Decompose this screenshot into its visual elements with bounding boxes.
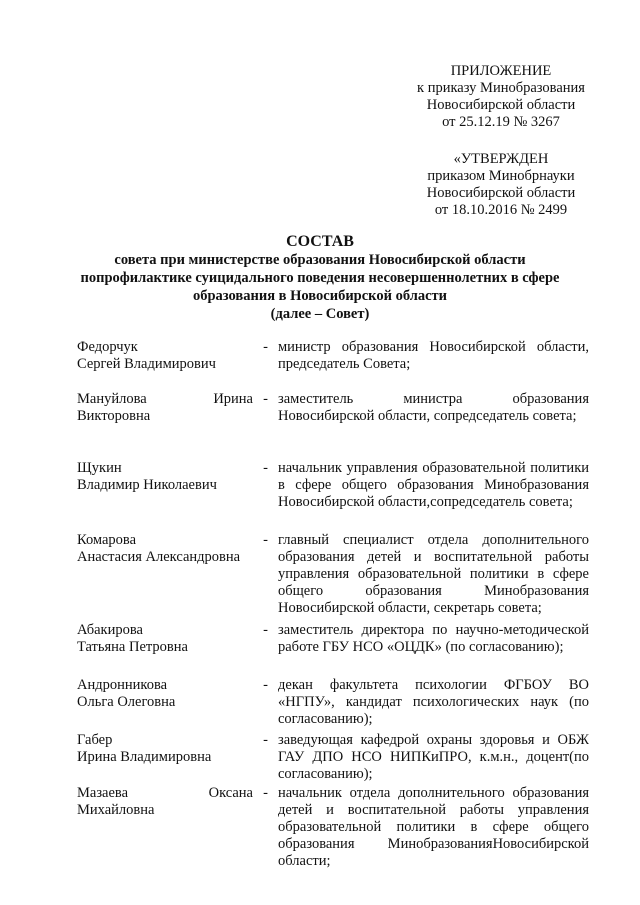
appendix-label: ПРИЛОЖЕНИЕ [450,63,552,79]
member-given-names: Сергей Владимирович [77,356,216,372]
member-row [77,460,589,532]
title-line-1: совета при министерстве образования Новосибирской области [114,252,526,268]
appendix-region: Новосибирской области [426,97,576,113]
separator-dash: - [263,460,268,476]
member-patronymic: Викторовна [77,408,151,424]
member-surname: Комарова [77,532,137,548]
member-surname: Андронникова [77,677,168,693]
member-patronymic: Михайловна [77,802,155,818]
title-line-4: (далее – Совет) [270,306,370,322]
members-list [77,339,589,875]
member-role: министр образования Новосибирской области, председатель Совета; [278,339,589,372]
member-given-names: Татьяна Петровна [77,639,188,655]
separator-dash: - [263,391,268,407]
member-role: заместитель министра образования Новосибирской области, сопредседатель совета; [278,391,589,424]
member-name [77,339,253,391]
member-surname: Габер [77,732,113,748]
member-row [77,622,589,677]
separator-dash: - [263,532,268,548]
appendix-date-number: от 25.12.19 № 3267 [442,114,560,130]
member-first-name: Оксана [208,785,253,801]
member-surname: Абакирова [77,622,143,638]
member-role: начальник управления образовательной политики в сфере общего образования Минобразования Новосибирской области,сопредседатель совета; [278,460,589,510]
member-name [77,785,253,875]
member-role: начальник отдела дополнительного образования детей и воспитательной работы управления образовательной политики в сфере общего образования МинобразованияНовосибирской области; [278,785,589,869]
member-role: декан факультета психологии ФГБОУ ВО «НГПУ», кандидат психологических наук (по согласованию); [278,677,589,727]
member-given-names: Владимир Николаевич [77,477,217,493]
approved-date-number: от 18.10.2016 № 2499 [434,202,568,218]
member-surname: Щукин [77,460,122,476]
approved-label: «УТВЕРЖДЕН [453,151,549,167]
member-name [77,391,253,460]
appendix-stamp [390,63,612,131]
approved-region: Новосибирской области [426,185,576,201]
title-line-3: образования в Новосибирской области [192,288,448,304]
member-row [77,785,589,875]
title-line-2: попрофилактике суицидального поведения несовершеннолетних в сфере [80,270,560,286]
appendix-order-ref: к приказу Минобразования [417,80,585,96]
member-role: заместитель директора по научно-методической работе ГБУ НСО «ОЦДК» (по согласованию); [278,622,589,655]
member-name [77,460,253,532]
member-name [77,732,253,785]
member-row [77,732,589,785]
member-surname: Мануйлова [77,391,147,407]
approved-stamp [390,151,612,219]
separator-dash: - [263,785,268,801]
member-given-names: Ирина Владимировна [77,749,212,765]
separator-dash: - [263,339,268,355]
document-title [70,233,570,323]
member-row [77,391,589,460]
member-role: главный специалист отдела дополнительного образования детей и воспитательной работы управления образовательной политики в сфере общего образования Минобразования Новосибирской области, секретарь совета; [278,532,589,616]
member-name [77,532,253,622]
member-name [77,622,253,677]
approved-order-ref: приказом Минобрнауки [427,168,575,184]
member-name [77,677,253,732]
member-given-names: Анастасия Александровна [77,549,241,565]
member-surname: Федорчук [77,339,138,355]
member-row [77,339,589,391]
member-row [77,532,589,622]
separator-dash: - [263,622,268,638]
member-row [77,677,589,732]
member-first-name: Ирина [213,391,253,407]
member-surname: Мазаева [77,785,129,801]
separator-dash: - [263,732,268,748]
title-heading: СОСТАВ [286,233,354,250]
separator-dash: - [263,677,268,693]
member-given-names: Ольга Олеговна [77,694,176,710]
member-role: заведующая кафедрой охраны здоровья и ОБЖ ГАУ ДПО НСО НИПКиПРО, к.м.н., доцент(по согласованию); [278,732,589,782]
